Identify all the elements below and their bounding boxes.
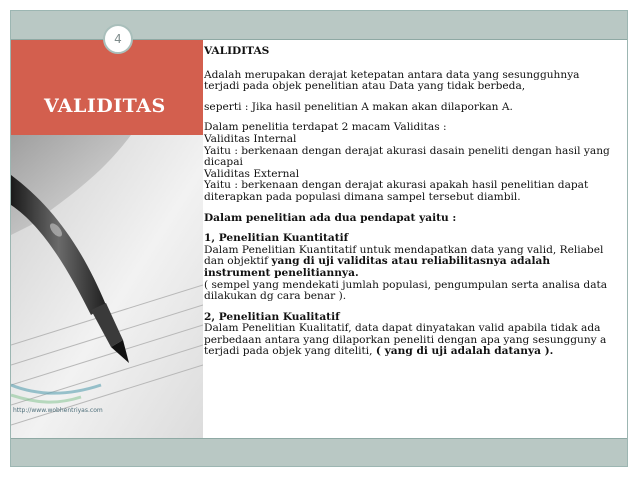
content-heading: VALIDITAS bbox=[204, 45, 270, 57]
quant-title: 1, Penelitian Kuantitatif bbox=[204, 232, 349, 245]
opinions-heading: Dalam penelitian ada dua pendapat yaitu : bbox=[204, 211, 457, 224]
quant-note: ( sempel yang mendekati jumlah populasi, pengumpulan serta analisa data dilakukan dg cara benar ). bbox=[204, 278, 608, 303]
slide-number-badge: 4 bbox=[103, 24, 133, 54]
quant-desc bbox=[204, 245, 614, 280]
internal-desc: Yaitu : berkenaan dengan derajat akurasi dasain peneliti dengan hasil yang dicapai bbox=[204, 144, 610, 169]
qual-title: 2, Penelitian Kualitatif bbox=[204, 310, 340, 323]
pen-paper-image bbox=[11, 135, 203, 438]
qual-desc-bold: ( yang di uji adalah datanya ). bbox=[375, 345, 554, 358]
external-desc: Yaitu : berkenaan dengan derajat akurasi apakah hasil penelitian dapat diterapkan pada populasi dimana sampel tersebut diambil. bbox=[204, 179, 589, 203]
definition-text: Adalah merupakan derajat ketepatan antara data yang sesungguhnya terjadi pada objek penelitian atau Data yang tidak berbeda, bbox=[204, 68, 580, 93]
quant-desc-bold: yang di uji validitas atau reliabilitasnya adalah instrument penelitiannya. bbox=[204, 255, 551, 279]
internal-title: Validitas Internal bbox=[204, 132, 297, 145]
slide-title: VALIDITAS bbox=[44, 95, 166, 117]
bottom-band bbox=[11, 439, 627, 466]
example-text: seperti : Jika hasil penelitian A makan akan dilaporkan A. bbox=[204, 100, 513, 113]
external-title: Validitas External bbox=[204, 167, 300, 180]
watermark-text: http://www.wobhentriyas.com bbox=[13, 407, 103, 414]
types-intro: Dalam penelitia terdapat 2 macam Validitas : bbox=[204, 121, 447, 134]
pen-photo bbox=[11, 135, 203, 438]
slide-content bbox=[204, 46, 614, 358]
qual-desc-plain: Dalam Penelitian Kualitatif, data dapat dinyatakan valid apabila tidak ada perbedaan antara yang dilaporkan peneliti dengan apa yang sesungguny a terjadi pada objek yang diteliti, bbox=[204, 322, 607, 358]
qual-desc bbox=[204, 323, 614, 358]
quant-desc-plain: Dalam Penelitian Kuantitatif untuk mendapatkan data yang valid, Reliabel dan objektif bbox=[204, 243, 604, 268]
title-panel bbox=[11, 40, 203, 135]
